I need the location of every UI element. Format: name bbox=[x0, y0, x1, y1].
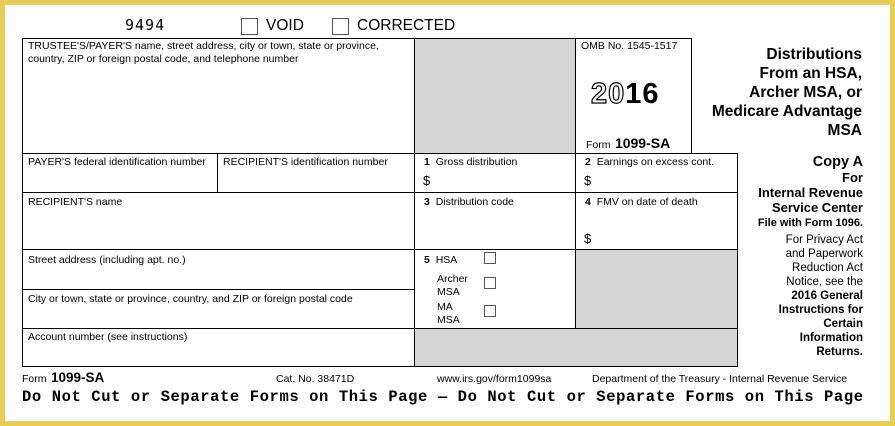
instructions-line-4: Information bbox=[799, 332, 863, 344]
rule-row2 bbox=[22, 153, 737, 154]
form-title bbox=[662, 45, 862, 140]
corrected-label: CORRECTED bbox=[357, 17, 456, 34]
recipient-name-label: RECIPIENT'S name bbox=[28, 196, 123, 208]
copy-irs-2: Service Center bbox=[771, 200, 863, 215]
fmv-field[interactable] bbox=[597, 211, 735, 248]
box2-label bbox=[585, 156, 714, 169]
form-code: 9494 bbox=[125, 16, 166, 34]
box5-number-row bbox=[424, 254, 457, 267]
tax-year-bold: 16 bbox=[625, 78, 660, 110]
box5-number: 5 bbox=[424, 254, 430, 266]
notice-line-1: For Privacy Act bbox=[785, 234, 863, 246]
void-checkbox[interactable] bbox=[241, 18, 258, 35]
treasury-department: Department of the Treasury - Internal Revenue Service bbox=[592, 373, 848, 385]
box4-dollar: $ bbox=[584, 231, 592, 246]
rule-bottom bbox=[22, 366, 737, 367]
form-name: 1099-SA bbox=[614, 135, 671, 151]
form-name-block bbox=[586, 135, 670, 153]
ma-line-2: MSA bbox=[437, 314, 460, 326]
title-line-3: Archer MSA, or bbox=[749, 84, 862, 101]
archer-msa-label bbox=[437, 273, 468, 299]
omb-number: OMB No. 1545-1517 bbox=[581, 40, 678, 52]
rule-mid2 bbox=[575, 38, 576, 328]
recipient-tin-label: RECIPIENT'S identification number bbox=[223, 156, 388, 168]
account-label: Account number (see instructions) bbox=[28, 331, 188, 343]
rule-right bbox=[737, 153, 738, 367]
rule-city bbox=[22, 328, 737, 329]
archer-line-1: Archer bbox=[437, 273, 468, 285]
rule-row4 bbox=[22, 249, 737, 250]
distribution-code-field[interactable] bbox=[416, 211, 574, 248]
form-prefix: Form bbox=[586, 139, 611, 151]
instructions-line-2: Instructions for bbox=[778, 304, 863, 316]
copy-for: For bbox=[842, 170, 863, 185]
gross-distribution-field[interactable] bbox=[435, 171, 573, 191]
box3-label bbox=[424, 196, 514, 209]
box1-dollar: $ bbox=[423, 173, 431, 188]
shaded-area-top bbox=[415, 38, 575, 153]
footer-form-word: Form bbox=[22, 373, 47, 385]
excess-earnings-field[interactable] bbox=[597, 171, 735, 191]
instructions-line-1: 2016 General bbox=[791, 290, 863, 302]
footer-form-id bbox=[22, 369, 104, 387]
ma-line-1: MA bbox=[437, 301, 453, 313]
hsa-checkbox[interactable] bbox=[484, 252, 496, 264]
copy-file-with: File with Form 1096. bbox=[757, 217, 863, 229]
notice-line-3: Reduction Act bbox=[792, 262, 863, 274]
archer-line-2: MSA bbox=[437, 286, 460, 298]
payer-info-field[interactable] bbox=[23, 67, 413, 151]
instructions-line-3: Certain bbox=[823, 318, 863, 330]
account-field[interactable] bbox=[23, 346, 413, 365]
rule-street bbox=[22, 289, 415, 290]
title-line-2: From an HSA, bbox=[759, 65, 862, 82]
irs-website: www.irs.gov/form1099sa bbox=[437, 373, 552, 385]
box1-label bbox=[424, 156, 517, 169]
rule-mid1 bbox=[414, 38, 415, 367]
ma-msa-checkbox[interactable] bbox=[484, 305, 496, 317]
do-not-cut-notice: Do Not Cut or Separate Forms on This Page — Do Not Cut or Separate Forms on This Page bbox=[22, 388, 864, 406]
footer-form-name: 1099-SA bbox=[50, 370, 105, 385]
box3-number: 3 bbox=[424, 196, 430, 208]
recipient-tin-field[interactable] bbox=[218, 171, 413, 191]
archer-msa-checkbox[interactable] bbox=[484, 277, 496, 289]
notice-line-4: Notice, see the bbox=[786, 276, 863, 288]
box1-number: 1 bbox=[424, 156, 430, 168]
box3-text: Distribution code bbox=[435, 196, 514, 208]
recipient-name-field[interactable] bbox=[23, 211, 413, 248]
box4-label bbox=[585, 196, 698, 209]
box1-text: Gross distribution bbox=[435, 156, 518, 168]
void-label: VOID bbox=[266, 17, 304, 34]
notice-line-2: and Paperwork bbox=[785, 248, 863, 260]
tax-year-outline: 20 bbox=[591, 78, 626, 110]
title-line-1: Distributions bbox=[766, 46, 862, 63]
catalog-number: Cat. No. 38471D bbox=[276, 373, 355, 385]
copy-a-panel bbox=[741, 154, 863, 359]
payer-tin-label: PAYER'S federal identification number bbox=[28, 156, 206, 168]
box2-number: 2 bbox=[585, 156, 591, 168]
box2-text: Earnings on excess cont. bbox=[596, 156, 715, 168]
box4-number: 4 bbox=[585, 196, 591, 208]
payer-info-label: TRUSTEE'S/PAYER'S name, street address, city or town, state or province, country, ZIP or foreign postal code, and telephone number bbox=[28, 40, 379, 65]
copy-irs-1: Internal Revenue bbox=[758, 185, 863, 200]
rule-top bbox=[22, 38, 691, 39]
ma-msa-label bbox=[437, 301, 460, 327]
street-label: Street address (including apt. no.) bbox=[28, 254, 186, 266]
rule-row3 bbox=[22, 192, 737, 193]
box2-dollar: $ bbox=[584, 173, 592, 188]
city-label: City or town, state or province, country, and ZIP or foreign postal code bbox=[28, 293, 353, 305]
box5-hsa-label: HSA bbox=[435, 254, 458, 266]
title-line-5: MSA bbox=[827, 122, 862, 139]
box4-text: FMV on date of death bbox=[596, 196, 698, 208]
corrected-checkbox[interactable] bbox=[332, 18, 349, 35]
copy-a-title: Copy A bbox=[812, 154, 863, 170]
form-page bbox=[5, 5, 890, 421]
tax-year bbox=[591, 78, 660, 111]
title-line-4: Medicare Advantage bbox=[711, 103, 862, 120]
city-field[interactable] bbox=[23, 308, 413, 327]
instructions-line-5: Returns. bbox=[816, 346, 863, 358]
shaded-area-mid bbox=[576, 249, 737, 328]
shaded-area-bottom bbox=[415, 328, 737, 366]
payer-tin-field[interactable] bbox=[23, 171, 216, 191]
street-field[interactable] bbox=[23, 269, 413, 288]
